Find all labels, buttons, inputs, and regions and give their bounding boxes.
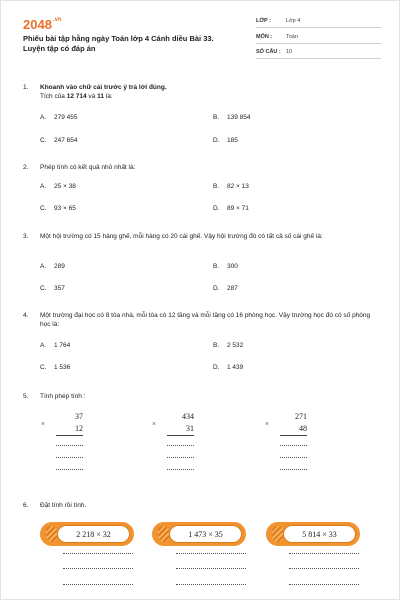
pill-decoration bbox=[46, 526, 57, 542]
calc-block-2 bbox=[152, 412, 212, 474]
answer-line[interactable] bbox=[289, 568, 359, 569]
question-text: Tính phép tính : bbox=[40, 393, 86, 400]
calc-operand-b: 48 bbox=[299, 424, 307, 433]
question-number: 4. bbox=[23, 312, 29, 319]
multiply-icon: × bbox=[41, 420, 45, 428]
option-value: 25 × 38 bbox=[54, 183, 76, 190]
option-letter: C. bbox=[40, 364, 47, 371]
expression-text: 5 814 × 33 bbox=[283, 525, 356, 543]
option-value: 82 × 13 bbox=[227, 183, 249, 190]
option-letter: A. bbox=[40, 183, 47, 190]
option-value: 300 bbox=[227, 263, 238, 270]
expression-pill-2 bbox=[152, 522, 246, 546]
question-number: 3. bbox=[23, 233, 29, 240]
question-number: 2. bbox=[23, 164, 29, 171]
meta-count bbox=[256, 47, 381, 59]
option-value: 287 bbox=[227, 285, 238, 292]
expression-pill-1 bbox=[40, 522, 134, 546]
meta-value: Toán bbox=[286, 34, 298, 40]
answer-line[interactable] bbox=[63, 584, 133, 585]
logo-text: 2048 bbox=[23, 17, 52, 32]
option-letter: A. bbox=[40, 114, 47, 121]
option-letter: A. bbox=[40, 342, 47, 349]
calc-operand-a: 271 bbox=[295, 412, 307, 421]
question-number: 1. bbox=[23, 84, 29, 91]
option-value: 279 455 bbox=[54, 114, 78, 121]
option-letter: A. bbox=[40, 263, 47, 270]
meta-key: SỐ CÂU : bbox=[256, 49, 281, 55]
pill-decoration bbox=[272, 526, 283, 542]
answer-line[interactable] bbox=[289, 553, 359, 554]
option-letter: D. bbox=[213, 285, 220, 292]
meta-key: LỚP : bbox=[256, 18, 271, 24]
sheet-title: Phiếu bài tập hằng ngày Toán lớp 4 Cánh diều Bài 33. Luyện tập có đáp án bbox=[23, 34, 214, 53]
calc-block-3 bbox=[265, 412, 325, 474]
option-value: 89 × 71 bbox=[227, 205, 249, 212]
question-number: 5. bbox=[23, 393, 29, 400]
question-text: Đặt tính rồi tính. bbox=[40, 502, 87, 509]
option-value: 289 bbox=[54, 263, 65, 270]
option-letter: C. bbox=[40, 137, 47, 144]
question-number: 6. bbox=[23, 502, 29, 509]
question-text: Một trường đại học có 8 tòa nhà, mỗi tòa có 12 tầng và mỗi tầng có 16 phòng học. Vậy trường học đó có số phòng học là: bbox=[40, 312, 371, 328]
pill-decoration bbox=[158, 526, 169, 542]
calc-divider bbox=[280, 435, 307, 436]
question-title: Khoanh vào chữ cái trước ý trả lời đúng. bbox=[40, 84, 167, 91]
question-sub-prefix: Tích của bbox=[40, 93, 67, 100]
question-sub-a: 12 714 bbox=[66, 93, 87, 100]
logo-suffix: .vn bbox=[52, 17, 62, 23]
answer-line[interactable] bbox=[56, 469, 83, 470]
expression-text: 1 473 × 35 bbox=[169, 525, 242, 543]
meta-value: Lớp 4 bbox=[286, 18, 301, 24]
question-sub-suffix: là: bbox=[103, 93, 113, 100]
option-value: 1 764 bbox=[54, 342, 71, 349]
question-text: Một hội trường có 15 hàng ghế, mỗi hàng có 20 cái ghế. Vậy hội trường đó có tất cả số cái ghế là: bbox=[40, 233, 323, 240]
option-value: 247 654 bbox=[54, 137, 78, 144]
answer-line[interactable] bbox=[167, 457, 194, 458]
option-value: 185 bbox=[227, 137, 238, 144]
option-letter: C. bbox=[40, 205, 47, 212]
answer-line[interactable] bbox=[289, 584, 359, 585]
meta-class bbox=[256, 16, 381, 28]
calc-operand-b: 31 bbox=[186, 424, 194, 433]
answer-line[interactable] bbox=[176, 584, 246, 585]
option-letter: B. bbox=[213, 342, 220, 349]
option-letter: B. bbox=[213, 114, 220, 121]
question-text bbox=[40, 83, 380, 101]
option-letter: D. bbox=[213, 364, 220, 371]
option-value: 139 854 bbox=[227, 114, 251, 121]
meta-value: 10 bbox=[286, 49, 293, 55]
meta-key: MÔN : bbox=[256, 34, 273, 40]
calc-operand-a: 37 bbox=[75, 412, 83, 421]
answer-line[interactable] bbox=[63, 553, 133, 554]
option-letter: B. bbox=[213, 263, 220, 270]
option-letter: D. bbox=[213, 137, 220, 144]
answer-line[interactable] bbox=[56, 445, 83, 446]
expression-text: 2 218 × 32 bbox=[57, 525, 130, 543]
meta-subject bbox=[256, 32, 381, 44]
expression-pill-3 bbox=[266, 522, 360, 546]
answer-line[interactable] bbox=[280, 445, 307, 446]
answer-line[interactable] bbox=[176, 553, 246, 554]
question-sub-mid: và bbox=[86, 93, 98, 100]
option-value: 2 532 bbox=[227, 342, 244, 349]
calc-operand-a: 434 bbox=[182, 412, 194, 421]
calc-operand-b: 12 bbox=[75, 424, 83, 433]
question-text: Phép tính có kết quả nhỏ nhất là: bbox=[40, 164, 136, 171]
option-value: 93 × 65 bbox=[54, 205, 76, 212]
calc-block-1 bbox=[41, 412, 101, 474]
option-letter: B. bbox=[213, 183, 220, 190]
option-value: 357 bbox=[54, 285, 65, 292]
calc-divider bbox=[167, 435, 194, 436]
answer-line[interactable] bbox=[56, 457, 83, 458]
answer-line[interactable] bbox=[63, 568, 133, 569]
answer-line[interactable] bbox=[176, 568, 246, 569]
answer-line[interactable] bbox=[280, 469, 307, 470]
multiply-icon: × bbox=[265, 420, 269, 428]
answer-line[interactable] bbox=[167, 469, 194, 470]
question-sub-b: 11 bbox=[97, 93, 104, 100]
option-letter: D. bbox=[213, 205, 220, 212]
calc-divider bbox=[56, 435, 83, 436]
answer-line[interactable] bbox=[167, 445, 194, 446]
option-letter: C. bbox=[40, 285, 47, 292]
option-value: 1 536 bbox=[54, 364, 71, 371]
answer-line[interactable] bbox=[280, 457, 307, 458]
option-value: 1 439 bbox=[227, 364, 244, 371]
site-logo[interactable] bbox=[23, 17, 62, 32]
multiply-icon: × bbox=[152, 420, 156, 428]
